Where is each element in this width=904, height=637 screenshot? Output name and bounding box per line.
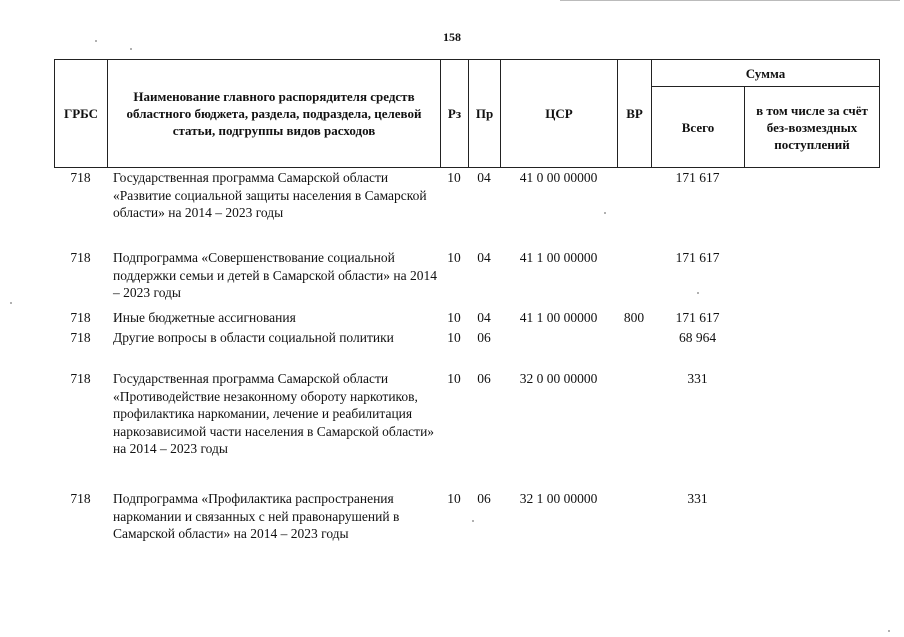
scan-speck <box>472 520 474 522</box>
header-csr: ЦСР <box>500 59 618 168</box>
scan-top-rule <box>560 0 900 1</box>
header-rz: Рз <box>440 59 469 168</box>
cell-name: Государственная программа Самарской области «Развитие социальной защиты населения в Самарской области» на 2014 – 2023 годы <box>113 170 427 220</box>
cell-csr: 41 0 00 00000 <box>519 170 598 185</box>
header-pr: Пр <box>468 59 501 168</box>
cell-rz: 10 <box>447 371 461 386</box>
cell-csr: 41 1 00 00000 <box>519 310 598 325</box>
scan-speck <box>95 40 97 42</box>
header-total: Всего <box>651 86 745 168</box>
cell-total: 68 964 <box>678 330 717 345</box>
cell-csr: 32 1 00 00000 <box>519 491 598 506</box>
cell-name: Иные бюджетные ассигнования <box>113 310 296 325</box>
cell-pr: 06 <box>477 491 491 506</box>
cell-total: 171 617 <box>675 310 720 325</box>
cell-total: 331 <box>687 371 708 386</box>
cell-grbs: 718 <box>70 170 91 185</box>
header-vr: ВР <box>617 59 652 168</box>
cell-grbs: 718 <box>70 371 91 386</box>
cell-pr: 04 <box>477 170 491 185</box>
cell-total: 171 617 <box>675 170 720 185</box>
scan-speck <box>130 48 132 50</box>
cell-csr: 41 1 00 00000 <box>519 250 598 265</box>
cell-name: Подпрограмма «Совершенствование социальной поддержки семьи и детей в Самарской области» на 2014 – 2023 годы <box>113 250 437 300</box>
header-name: Наименование главного распорядителя средств областного бюджета, раздела, подраздела, целевой статьи, подгруппы видов расходов <box>107 59 441 168</box>
cell-rz: 10 <box>447 170 461 185</box>
cell-rz: 10 <box>447 310 461 325</box>
cell-total: 171 617 <box>675 250 720 265</box>
cell-name: Другие вопросы в области социальной политики <box>113 330 394 345</box>
scan-speck <box>888 630 890 632</box>
cell-grbs: 718 <box>70 250 91 265</box>
cell-grbs: 718 <box>70 491 91 506</box>
cell-pr: 06 <box>477 330 491 345</box>
scan-speck <box>697 292 699 294</box>
page-number: 158 <box>443 30 461 44</box>
cell-total: 331 <box>687 491 708 506</box>
cell-csr: 32 0 00 00000 <box>519 371 598 386</box>
cell-grbs: 718 <box>70 330 91 345</box>
header-incl: в том числе за счёт без-возмездных поступлений <box>744 86 880 168</box>
cell-rz: 10 <box>447 491 461 506</box>
header-grbs: ГРБС <box>54 59 108 168</box>
cell-grbs: 718 <box>70 310 91 325</box>
cell-name: Государственная программа Самарской области «Противодействие незаконному обороту наркотиков, профилактика наркомании, лечение и реабилитация наркозависимой части населения в Самарской области» на 2014 – 2023 годы <box>113 371 435 456</box>
cell-rz: 10 <box>447 250 461 265</box>
cell-pr: 04 <box>477 310 491 325</box>
cell-name: Подпрограмма «Профилактика распространения наркомании и связанных с ней правонарушений в Самарской области» на 2014 – 2023 годы <box>113 491 400 541</box>
cell-rz: 10 <box>447 330 461 345</box>
scan-speck <box>604 212 606 214</box>
cell-pr: 06 <box>477 371 491 386</box>
header-sum: Сумма <box>651 59 880 87</box>
scan-speck <box>10 302 12 304</box>
cell-pr: 04 <box>477 250 491 265</box>
cell-vr: 800 <box>623 310 645 325</box>
